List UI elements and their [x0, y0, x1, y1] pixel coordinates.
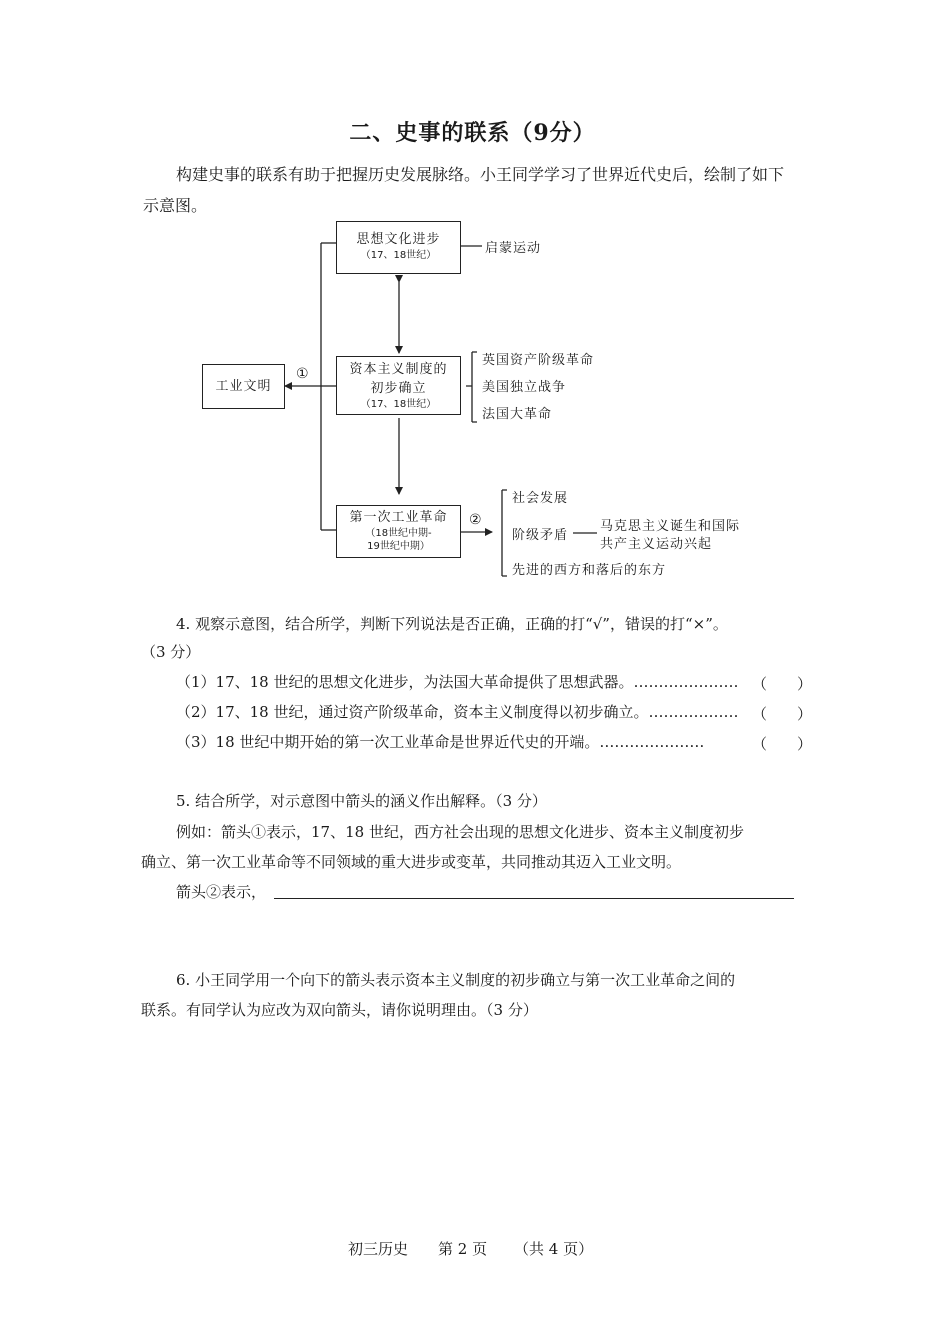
arrow-1-label: ① — [296, 366, 310, 382]
outcome-marxism-1: 马克思主义诞生和国际 — [600, 519, 741, 534]
q4-answer-box-2[interactable]: （ ） — [752, 705, 813, 723]
arrow-2-label: ② — [469, 512, 483, 528]
box-capitalism: 资本主义制度的 初步确立 （17、18世纪） — [336, 356, 461, 415]
q4-stem-line-2: （3 分） — [141, 643, 201, 661]
q4-item-3: （3）18 世纪中期开始的第一次工业革命是世界近代史的开端。………………… — [176, 733, 705, 751]
outcome-class-conflict: 阶级矛盾 — [512, 528, 569, 543]
box-industrial-revolution: 第一次工业革命 （18世纪中期- 19世纪中期） — [336, 505, 461, 558]
q4-stem-line-1: 4. 观察示意图，结合所学，判断下列说法是否正确，正确的打“√”，错误的打“×”。 — [176, 615, 728, 633]
outcomes-brace — [502, 490, 507, 576]
section-title: 二、史事的联系（9分） — [349, 120, 596, 146]
footer-subject: 初三历史 — [348, 1240, 409, 1258]
q5-answer-prefix: 箭头②表示， — [176, 883, 267, 901]
concept-diagram — [0, 0, 945, 600]
enlightenment-label: 启蒙运动 — [485, 241, 542, 256]
revolutions-brace — [466, 352, 477, 422]
revolution-french: 法国大革命 — [482, 407, 553, 422]
q5-example-line-2: 确立、第一次工业革命等不同领域的重大进步或变革，共同推动其迈入工业文明。 — [141, 853, 682, 871]
box-thought-culture: 思想文化进步 （17、18世纪） — [336, 221, 461, 274]
revolution-english: 英国资产阶级革命 — [482, 353, 595, 368]
q6-line-1: 6. 小王同学用一个向下的箭头表示资本主义制度的初步确立与第一次工业革命之间的 — [176, 971, 736, 989]
q5-example-line-1: 例如：箭头①表示，17、18 世纪，西方社会出现的思想文化进步、资本主义制度初步 — [176, 823, 744, 841]
intro-line-1: 构建史事的联系有助于把握历史发展脉络。小王同学学习了世界近代史后，绘制了如下 — [176, 165, 785, 184]
q4-answer-box-3[interactable]: （ ） — [752, 735, 813, 753]
q4-item-1: （1）17、18 世纪的思想文化进步，为法国大革命提供了思想武器。………………… — [176, 673, 739, 691]
q5-answer-line[interactable] — [274, 898, 794, 899]
footer-page: 第 2 页 — [438, 1240, 488, 1258]
q4-item-2: （2）17、18 世纪，通过资产阶级革命，资本主义制度得以初步确立。……………… — [176, 703, 739, 721]
q6-line-2: 联系。有同学认为应改为双向箭头，请你说明理由。（3 分） — [141, 1001, 538, 1019]
box-industrial-civilization: 工业文明 — [202, 364, 285, 409]
diagram-connectors — [0, 0, 945, 600]
footer-total: （共 4 页） — [514, 1240, 594, 1258]
intro-line-2: 示意图。 — [143, 196, 208, 215]
outcome-marxism-2: 共产主义运动兴起 — [600, 537, 713, 552]
outcome-east-west: 先进的西方和落后的东方 — [512, 563, 667, 578]
outcome-social: 社会发展 — [512, 491, 569, 506]
q5-stem: 5. 结合所学，对示意图中箭头的涵义作出解释。（3 分） — [176, 792, 547, 810]
q4-answer-box-1[interactable]: （ ） — [752, 675, 813, 693]
revolution-american: 美国独立战争 — [482, 380, 567, 395]
